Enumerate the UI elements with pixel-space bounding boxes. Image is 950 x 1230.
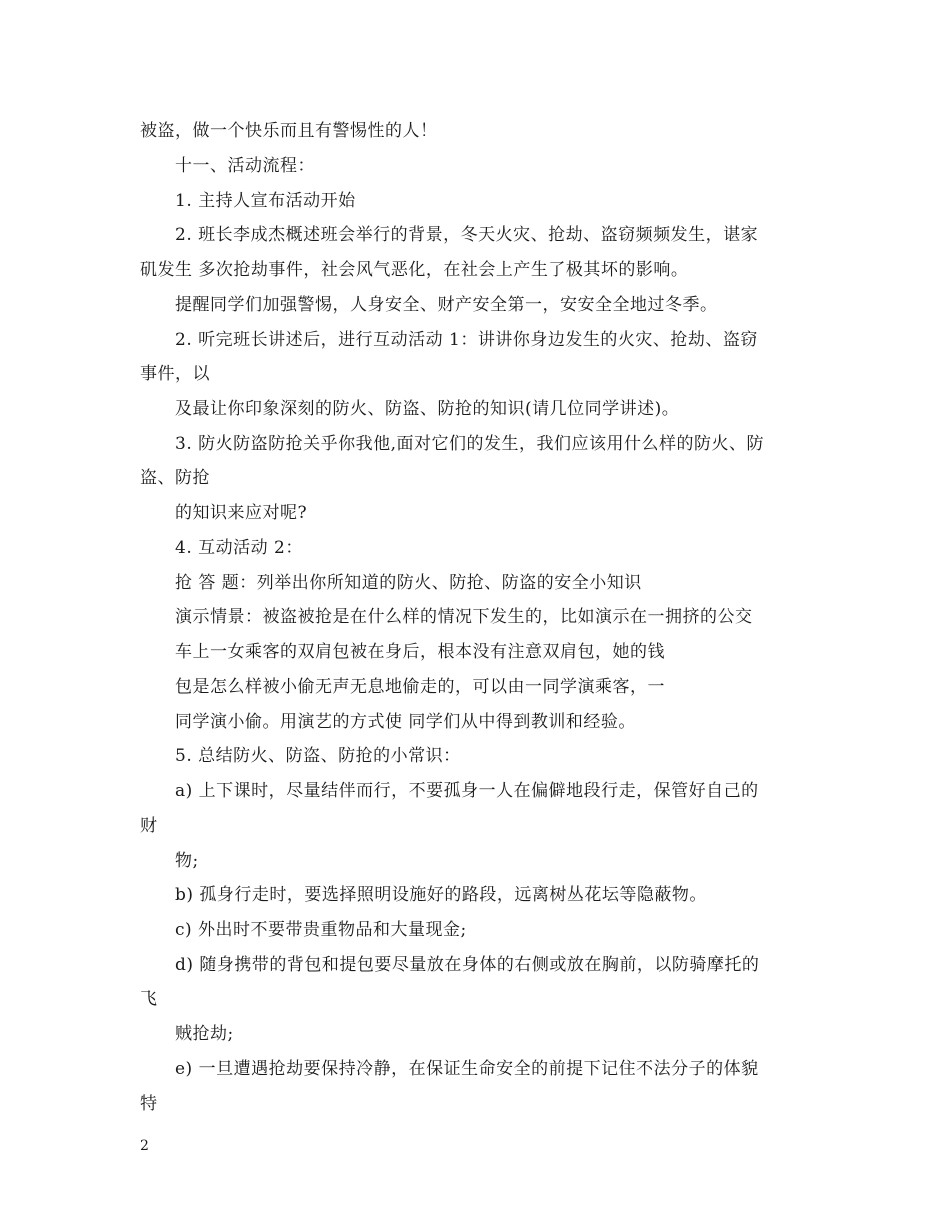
body-text-line: 包是怎么样被小偷无声无息地偷走的，可以由一同学演乘客，一 [175,677,665,697]
list-item: 2. 班长李成杰概述班会举行的背景，冬天火灾、抢劫、盗窃频频发生，谌家 [175,225,759,245]
list-item: d) 随身携带的背包和提包要尽量放在身体的右侧或放在胸前，以防骑摩托的 [175,955,760,975]
list-item: c) 外出时不要带贵重物品和大量现金; [175,920,467,940]
list-item: 5. 总结防火、防盗、防抢的小常识： [175,746,461,766]
body-text-line: 事件，以 [140,364,210,384]
list-item: a) 上下课时，尽量结伴而行，不要孤身一人在偏僻地段行走，保管好自己的 [175,781,759,801]
body-text-line: 抢 答 题：列举出你所知道的防火、防抢、防盗的安全小知识 [175,573,642,593]
body-text-line: 飞 [140,989,158,1009]
list-item: b) 孤身行走时，要选择照明设施好的路段，远离树丛花坛等隐蔽物。 [175,885,707,905]
body-text-line: 演示情景：被盗被抢是在什么样的情况下发生的，比如演示在一拥挤的公交 [175,607,753,627]
page-number: 2 [140,1138,149,1154]
body-text-line: 车上一女乘客的双肩包被在身后，根本没有注意双肩包，她的钱 [175,642,665,662]
section-heading: 十一、活动流程： [175,156,315,176]
body-text-line: 被盗，做一个快乐而且有警惕性的人！ [140,121,438,141]
body-text-line: 盗、防抢 [140,468,210,488]
body-text-line: 提醒同学们加强警惕，人身安全、财产安全第一，安安全全地过冬季。 [175,295,718,315]
body-text-line: 物; [175,851,199,871]
list-item: 1. 主持人宣布活动开始 [175,191,356,211]
body-text-line: 同学演小偷。用演艺的方式使 同学们从中得到教训和经验。 [175,712,636,732]
list-item: 3. 防火防盗防抢关乎你我他,面对它们的发生，我们应该用什么样的防火、防 [175,434,765,454]
body-text-line: 及最让你印象深刻的防火、防盗、防抢的知识(请几位同学讲述)。 [175,399,680,419]
body-text-line: 特 [140,1094,158,1114]
body-text-line: 矶发生 多次抢劫事件，社会风气恶化，在社会上产生了极其坏的影响。 [140,260,689,280]
list-item: 4. 互动活动 2： [175,538,303,558]
body-text-line: 贼抢劫; [175,1024,234,1044]
list-item: 2. 听完班长讲述后，进行互动活动 1：讲讲你身边发生的火灾、抢劫、盗窃 [175,330,758,350]
list-item: e) 一旦遭遇抢劫要保持冷静，在保证生命安全的前提下记住不法分子的体貌 [175,1059,759,1079]
body-text-line: 的知识来应对呢? [175,503,308,523]
body-text-line: 财 [140,816,158,836]
